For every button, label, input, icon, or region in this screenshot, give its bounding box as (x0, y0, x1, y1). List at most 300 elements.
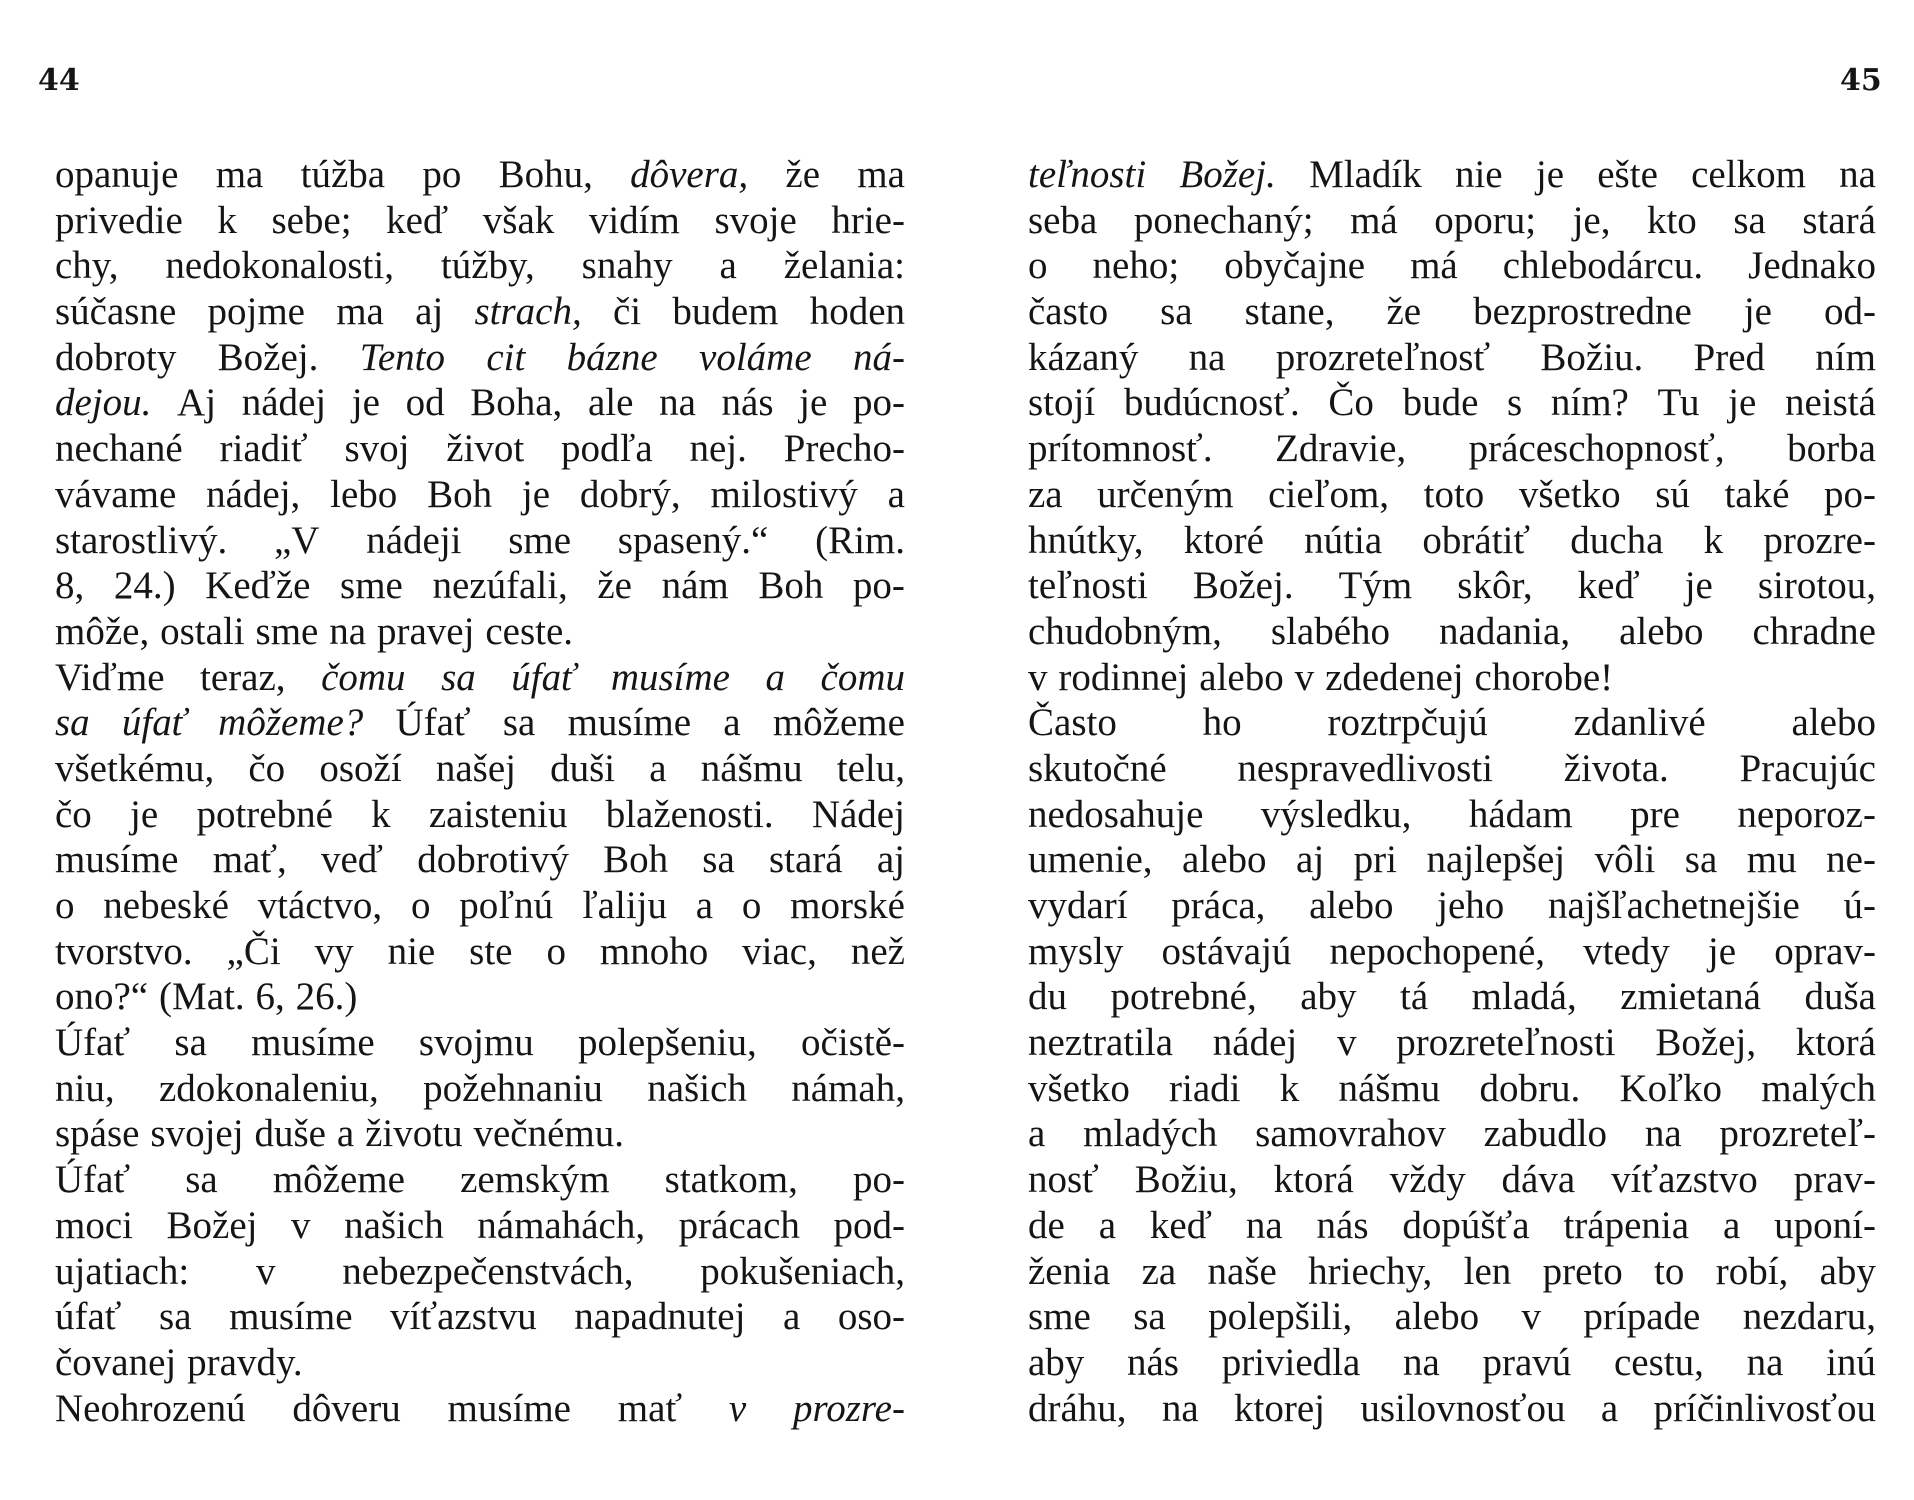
word: Boh (603, 838, 669, 882)
word: musíme (447, 1386, 571, 1430)
word: úfať (511, 655, 576, 699)
word: úfať (121, 701, 186, 745)
word: od (405, 381, 445, 425)
word: blaženosti. (605, 792, 774, 836)
text-line (55, 655, 905, 701)
word: nútia (1304, 518, 1383, 562)
text-line (1028, 152, 1876, 198)
word: viac, (742, 929, 817, 973)
word: vtedy (1583, 929, 1670, 973)
word: sa (1684, 838, 1718, 882)
text-line (55, 700, 905, 746)
word: po- (853, 1158, 905, 1202)
word: rodinnej (1058, 655, 1189, 699)
word: prozreteľnosti (1396, 1021, 1616, 1065)
word: v (1294, 655, 1315, 699)
word: aj (415, 290, 444, 334)
text-line (1028, 1386, 1876, 1432)
word: roztrpčujú (1327, 701, 1488, 745)
word: Tento (359, 335, 445, 379)
text-line (55, 380, 905, 426)
word: prítomnosť. (1028, 427, 1213, 471)
word: o (55, 884, 75, 927)
word: skôr, (1457, 564, 1533, 608)
word: ma (336, 290, 384, 334)
word: dáva (1501, 1158, 1576, 1202)
word: ceste. (485, 609, 574, 653)
word: nádeji (366, 518, 462, 562)
word: zdedenej (1325, 655, 1464, 699)
word: potrebné, (1110, 975, 1257, 1019)
text-line (1028, 198, 1876, 244)
word: sa (502, 701, 536, 745)
word: sme (340, 564, 403, 608)
word: cit (486, 335, 526, 379)
word: nedokonalosti, (165, 244, 394, 288)
word: obyčajne (1224, 244, 1366, 288)
word: stane, (1244, 290, 1335, 334)
word: Pracujúc (1739, 746, 1876, 790)
word: opanuje (55, 153, 179, 196)
word: môže, (55, 609, 150, 653)
word: duši (550, 746, 616, 790)
word: po- (852, 381, 905, 425)
word: seba (1028, 198, 1098, 242)
word: bude (1402, 381, 1479, 425)
text-line (1028, 974, 1876, 1020)
word: sa (702, 838, 735, 882)
word: kto (1646, 198, 1697, 242)
word: teľnosti (1028, 153, 1147, 196)
word: v (728, 1386, 747, 1430)
text-line (1028, 792, 1876, 838)
word: a (887, 472, 905, 516)
word: má (1410, 244, 1458, 288)
word: chy, (55, 244, 119, 288)
word: k (1703, 518, 1724, 562)
word: neistá (1784, 381, 1876, 425)
word: k (1279, 1066, 1300, 1110)
word: mnoho (599, 929, 709, 973)
word: ma (215, 153, 264, 196)
word: nespravedlivosti (1237, 746, 1493, 790)
word: morské (790, 884, 905, 927)
word: Božej (166, 1203, 258, 1247)
word: nie (387, 929, 436, 973)
word: je (799, 381, 828, 425)
word: prozre- (1763, 518, 1876, 562)
word: privedie (55, 198, 183, 242)
word: úfať (55, 1295, 122, 1339)
text-line (55, 1294, 905, 1340)
text-line (55, 152, 905, 198)
word: sa (1160, 290, 1193, 334)
word: dejou. (55, 381, 152, 425)
word: aby (1028, 1340, 1085, 1384)
word: ostávajú (1161, 929, 1292, 973)
word: hádam (1468, 792, 1573, 836)
word: života. (1563, 746, 1669, 790)
word: Koľko (1619, 1066, 1722, 1110)
word: na (1746, 1340, 1784, 1384)
word: „V (273, 518, 320, 562)
word: alebo (1619, 609, 1704, 653)
word: nepochopené, (1329, 929, 1546, 973)
text-line (55, 1340, 905, 1386)
word: je (1743, 290, 1772, 334)
word: Čo (1328, 381, 1374, 425)
word: teľnosti (1028, 564, 1148, 608)
word: výsledku, (1260, 792, 1412, 836)
word: bezprostredne (1473, 290, 1692, 334)
word: je (521, 472, 551, 516)
word: ktoré (1183, 518, 1264, 562)
word: ženia (1028, 1249, 1111, 1293)
word: jeho (1437, 884, 1505, 927)
word: za (1141, 1249, 1177, 1293)
word: zdanlivé (1573, 701, 1706, 745)
word: že (597, 564, 632, 608)
word: Úfať (55, 1158, 131, 1202)
word: životu (365, 1112, 463, 1156)
word: mu (1746, 838, 1797, 882)
word: toto (1423, 472, 1485, 516)
word: nádej (241, 381, 327, 425)
word: po (422, 153, 462, 196)
word: nebezpečenstvách, (342, 1249, 634, 1293)
word: že (1386, 290, 1422, 334)
word: zabudlo (1483, 1112, 1608, 1156)
word: všetko (1028, 1066, 1130, 1110)
word: malých (1761, 1066, 1876, 1110)
word: je (1535, 153, 1565, 196)
word: k (217, 198, 237, 242)
word: na (329, 609, 367, 653)
word: aby (1300, 975, 1357, 1019)
text-line (1028, 700, 1876, 746)
text-line (1028, 1294, 1876, 1340)
word: de (1028, 1203, 1065, 1247)
word: celkom (1691, 153, 1806, 196)
word: Jednako (1748, 244, 1876, 288)
word: kázaný (1028, 335, 1139, 379)
word: má (1350, 198, 1398, 242)
text-line (1028, 380, 1876, 426)
text-line (1028, 929, 1876, 975)
text-line (1028, 1066, 1876, 1112)
word: nosť (1028, 1158, 1099, 1202)
word: nie (1454, 153, 1503, 196)
word: sme (1028, 1295, 1091, 1339)
word: musíme (251, 1021, 375, 1065)
text-line (1028, 243, 1876, 289)
word: pojme (207, 290, 305, 334)
word: zmietaná (1620, 975, 1761, 1019)
word: v (1028, 655, 1048, 699)
word: borba (1787, 427, 1876, 471)
text-line (1028, 609, 1876, 655)
word: k (371, 792, 391, 836)
word: starostlivý. (55, 518, 228, 562)
word: aj (876, 838, 905, 882)
word: hnútky, (1028, 518, 1144, 562)
word: nebeské (103, 884, 229, 927)
word: než (850, 929, 905, 973)
word: sa (441, 655, 476, 699)
text-line (1028, 289, 1876, 335)
word: snahy (581, 244, 673, 288)
text-line (55, 883, 905, 929)
text-line (55, 974, 905, 1020)
word: na (659, 381, 696, 425)
word: nášmu (700, 746, 803, 790)
word: ktorej (1234, 1386, 1325, 1430)
word: voláme (699, 335, 812, 379)
word: po- (1823, 472, 1876, 516)
text-line (1028, 518, 1876, 564)
word: aby (1819, 1249, 1876, 1293)
text-line (1028, 335, 1876, 381)
word: všetko (1518, 472, 1621, 516)
word: cestu, (1614, 1340, 1704, 1384)
word: od- (1823, 290, 1876, 334)
text-line (55, 518, 905, 564)
text-line (55, 792, 905, 838)
word: riadiť (219, 427, 308, 471)
word: Božiu. (1540, 335, 1644, 379)
word: nás (721, 381, 774, 425)
word: víťazstvu (390, 1295, 537, 1339)
text-line (55, 837, 905, 883)
text-line (55, 1020, 905, 1066)
word: mysly (1028, 929, 1124, 973)
word: sa (55, 701, 90, 745)
word: niu, (55, 1066, 115, 1110)
word: skutočné (1028, 746, 1167, 790)
word: prozreteľnosť (1275, 335, 1491, 379)
word: slabého (1270, 609, 1391, 653)
word: je (1707, 929, 1737, 973)
word: vtáctvo, (257, 884, 383, 927)
text-line (55, 1203, 905, 1249)
word: alebo (1394, 1295, 1480, 1339)
word: čovanej (55, 1340, 177, 1384)
text-line (55, 609, 905, 655)
word: práca, (1171, 884, 1266, 927)
word: ale (587, 381, 634, 425)
word: život (446, 427, 525, 471)
text-line (55, 198, 905, 244)
word: aj (1296, 838, 1325, 882)
text-line (1028, 1340, 1876, 1386)
word: 24.) (113, 564, 176, 608)
word: dráhu, (1028, 1386, 1127, 1430)
text-line (1028, 472, 1876, 518)
word: ktorá (1795, 1021, 1876, 1065)
word: to (1654, 1249, 1685, 1293)
word: tvorstvo. (55, 929, 193, 973)
word: obrátiť (1422, 518, 1531, 562)
word: neztratila (1028, 1021, 1174, 1065)
word: príčinlivosťou (1653, 1386, 1876, 1430)
word: vždy (1389, 1158, 1466, 1202)
word: nedosahuje (1028, 792, 1204, 836)
word: du (1028, 975, 1067, 1019)
word: najšľachetnejšie (1547, 884, 1800, 927)
word: oprav- (1774, 929, 1876, 973)
word: a (1028, 1112, 1046, 1156)
word: na (1161, 1386, 1199, 1430)
word: chradne (1752, 609, 1876, 653)
word: ním (1815, 335, 1876, 379)
word: ducha (1570, 518, 1664, 562)
word: nadania, (1439, 609, 1571, 653)
word: nádej (1212, 1021, 1298, 1065)
word: prozreteľ- (1719, 1112, 1876, 1156)
word: trápenia (1563, 1203, 1690, 1247)
word: je (351, 381, 380, 425)
word: „Či (226, 929, 281, 973)
word: chorobe! (1474, 655, 1614, 699)
word: očistě- (801, 1021, 905, 1065)
word: súčasne (55, 290, 177, 334)
word: našich (344, 1203, 444, 1247)
word: (Mat. (159, 975, 245, 1019)
word: prav- (1793, 1158, 1876, 1202)
word: musíme (229, 1295, 353, 1339)
word: alebo (1791, 701, 1876, 745)
word: statkom, (664, 1158, 798, 1202)
word: však (482, 198, 555, 242)
word: oporu; (1434, 198, 1537, 242)
word: je (1728, 381, 1757, 425)
word: polepšili, (1208, 1295, 1353, 1339)
word: pravdy. (187, 1340, 303, 1384)
word: ú- (1843, 884, 1876, 927)
word: sa (159, 1295, 192, 1339)
text-line (55, 746, 905, 792)
text-line (55, 1249, 905, 1295)
text-line (55, 1066, 905, 1112)
word: Boh (758, 564, 824, 608)
text-line (55, 335, 905, 381)
word: dopúšťa (1402, 1203, 1530, 1247)
word: samovrahov (1255, 1112, 1446, 1156)
word: a (1722, 1203, 1741, 1247)
word: Úfať (55, 1021, 131, 1065)
word: na (1644, 1112, 1682, 1156)
text-line (1028, 746, 1876, 792)
word: námahách, (477, 1203, 646, 1247)
word: a (649, 746, 667, 790)
word: o (546, 929, 566, 973)
word: víťazstvo (1611, 1158, 1758, 1202)
word: vôli (1594, 838, 1656, 882)
text-line (1028, 1203, 1876, 1249)
word: námah, (791, 1066, 905, 1110)
word: poľnú (459, 884, 554, 927)
word: hrie- (831, 198, 905, 242)
word: duše (254, 1112, 326, 1156)
word: túžba (300, 153, 386, 196)
word: pre (1630, 792, 1680, 836)
word: po- (852, 564, 905, 608)
word: usilovnosťou (1360, 1386, 1566, 1430)
word: čomu (321, 655, 406, 699)
word: Neohrozenú (55, 1386, 246, 1430)
word: najlepšej (1426, 838, 1566, 882)
text-line (55, 243, 905, 289)
word: ne- (1826, 838, 1876, 882)
text-line (55, 289, 905, 335)
text-line (55, 929, 905, 975)
text-line (55, 472, 905, 518)
word: nezúfali, (432, 564, 568, 608)
word: v (1521, 1295, 1542, 1339)
word: pokušeniach, (700, 1249, 905, 1293)
word: 6, (255, 975, 285, 1019)
word: môžeme (772, 701, 905, 745)
word: chudobným, (1028, 609, 1222, 653)
word: je (130, 792, 159, 836)
word: dobrotivý (417, 838, 569, 882)
word: musíme (567, 701, 692, 745)
word: podľa (561, 427, 653, 471)
word: keď (1577, 564, 1640, 608)
word: ktorá (1273, 1158, 1354, 1202)
word: nášmu (1338, 1066, 1441, 1110)
word: svoje (714, 198, 797, 242)
word: Božiu, (1134, 1158, 1238, 1202)
text-line (1028, 1249, 1876, 1295)
word: či (612, 290, 642, 334)
word: Aj (177, 381, 217, 425)
word: Viďme (55, 655, 165, 699)
word: hoden (809, 290, 905, 334)
word: Mladík (1309, 153, 1422, 196)
word: Božej, (1655, 1021, 1757, 1065)
word: telu, (836, 746, 905, 790)
word: pravú (1482, 1340, 1572, 1384)
word: prozre- (793, 1386, 905, 1430)
text-line (55, 563, 905, 609)
word: je, (1572, 198, 1611, 242)
word: v (1336, 1021, 1357, 1065)
word: teraz, (200, 655, 286, 699)
word: sebe; (271, 198, 352, 242)
word: Úfať (395, 701, 471, 745)
word: musíme (610, 655, 730, 699)
word: vidím (588, 198, 680, 242)
word: sa (174, 1021, 207, 1065)
word: nás (1316, 1203, 1369, 1247)
word: ho (1202, 701, 1242, 745)
word: ujatiach: (55, 1249, 190, 1293)
word: napadnutej (574, 1295, 746, 1339)
word: večnému. (473, 1112, 624, 1156)
word: a (1098, 1203, 1117, 1247)
text-line (55, 426, 905, 472)
word: a (723, 701, 741, 745)
word: Precho- (783, 427, 905, 471)
word: Tu (1657, 381, 1700, 425)
word: sa (1733, 198, 1766, 242)
word: neporoz- (1737, 792, 1876, 836)
word: moci (55, 1203, 133, 1247)
text-line (1028, 426, 1876, 472)
word: a (782, 1295, 801, 1339)
word: na (1403, 1340, 1440, 1384)
